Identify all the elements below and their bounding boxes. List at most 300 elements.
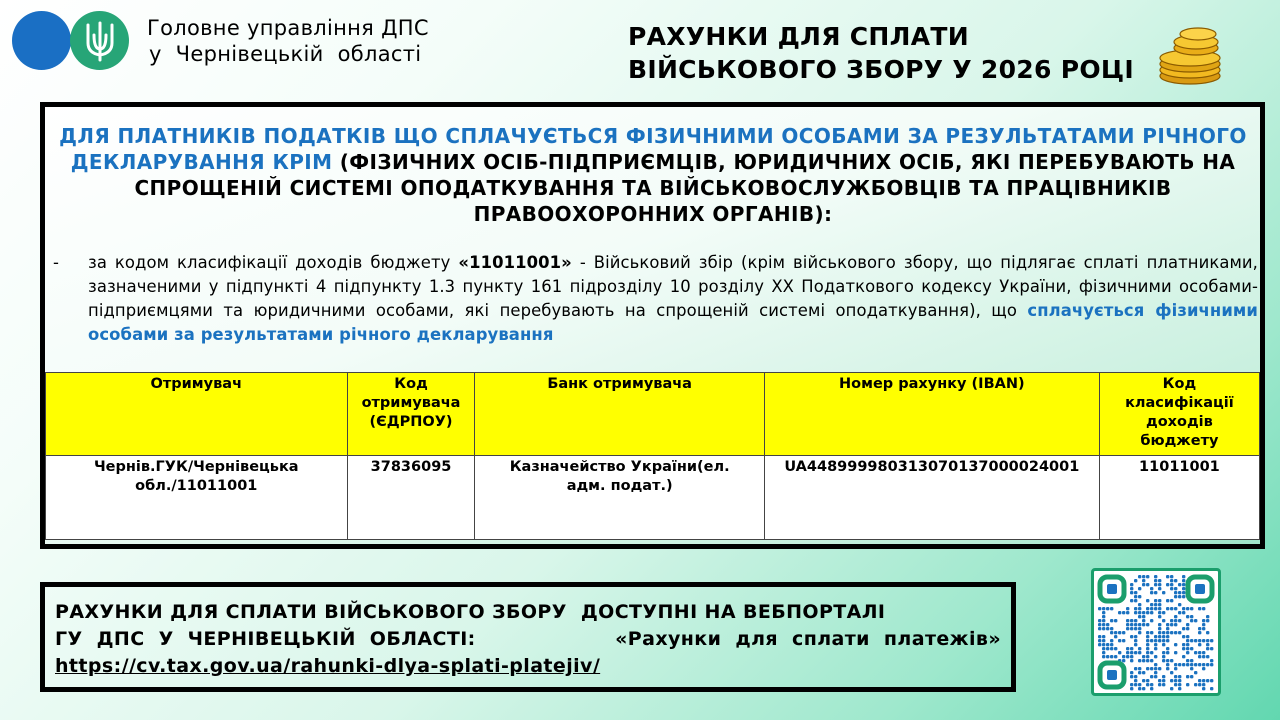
qr-module [1210, 679, 1213, 682]
qr-module [1174, 631, 1177, 634]
qr-module [1198, 663, 1201, 666]
qr-module [1126, 619, 1129, 622]
qr-module [1110, 639, 1113, 642]
qr-module [1130, 623, 1133, 626]
qr-module [1206, 619, 1209, 622]
cell-recipient: Чернів.ГУК/Чернівецька обл./11011001 [46, 456, 348, 540]
qr-module [1190, 647, 1193, 650]
qr-module [1142, 655, 1145, 658]
qr-module [1130, 619, 1133, 622]
qr-module [1122, 631, 1125, 634]
qr-module [1122, 659, 1125, 662]
qr-module [1170, 631, 1173, 634]
qr-module [1194, 663, 1197, 666]
qr-module [1158, 679, 1161, 682]
qr-module [1150, 591, 1153, 594]
qr-module [1182, 579, 1185, 582]
qr-module [1142, 615, 1145, 618]
qr-module [1182, 627, 1185, 630]
qr-module [1150, 683, 1153, 686]
qr-module [1174, 591, 1177, 594]
qr-module [1106, 627, 1109, 630]
qr-module [1142, 671, 1145, 674]
qr-module [1182, 607, 1185, 610]
qr-module [1186, 663, 1189, 666]
header-bank: Банк отримувача [475, 373, 764, 456]
qr-module [1174, 579, 1177, 582]
qr-module [1138, 587, 1141, 590]
qr-module [1186, 623, 1189, 626]
qr-module [1158, 667, 1161, 670]
qr-module [1170, 575, 1173, 578]
qr-module [1198, 631, 1201, 634]
bullet-text [88, 251, 1258, 347]
qr-module [1126, 611, 1129, 614]
qr-module [1198, 683, 1201, 686]
qr-module [1178, 591, 1181, 594]
qr-module [1190, 675, 1193, 678]
qr-module [1166, 663, 1169, 666]
qr-module [1178, 663, 1181, 666]
qr-module [1158, 631, 1161, 634]
qr-module [1206, 663, 1209, 666]
table-header-row [46, 373, 1260, 456]
qr-module [1138, 603, 1141, 606]
qr-module [1186, 675, 1189, 678]
qr-module [1146, 639, 1149, 642]
qr-module [1146, 611, 1149, 614]
qr-module [1118, 639, 1121, 642]
qr-module [1182, 655, 1185, 658]
qr-module [1110, 627, 1113, 630]
org-line-2: у Чернівецькій області [149, 42, 422, 66]
qr-module [1154, 635, 1157, 638]
qr-module [1146, 667, 1149, 670]
qr-module [1114, 647, 1117, 650]
qr-module [1174, 683, 1177, 686]
qr-module [1134, 651, 1137, 654]
qr-module [1098, 623, 1101, 626]
qr-module [1142, 679, 1145, 682]
qr-module [1166, 607, 1169, 610]
qr-module [1202, 623, 1205, 626]
qr-module [1170, 607, 1173, 610]
qr-module [1170, 579, 1173, 582]
qr-module [1182, 595, 1185, 598]
org-line-1: Головне управління ДПС [147, 16, 429, 40]
qr-module [1174, 587, 1177, 590]
qr-module [1146, 607, 1149, 610]
qr-module [1134, 679, 1137, 682]
qr-module [1098, 643, 1101, 646]
qr-module [1130, 671, 1133, 674]
qr-module [1142, 659, 1145, 662]
qr-module [1114, 655, 1117, 658]
qr-module [1186, 659, 1189, 662]
bullet-code: «11011001» [458, 253, 572, 272]
qr-module [1130, 599, 1133, 602]
qr-module [1194, 639, 1197, 642]
qr-module [1130, 687, 1133, 690]
qr-module [1178, 619, 1181, 622]
qr-module [1126, 655, 1129, 658]
qr-module [1106, 643, 1109, 646]
qr-module [1134, 643, 1137, 646]
qr-module [1178, 583, 1181, 586]
qr-module [1098, 607, 1101, 610]
qr-module [1158, 603, 1161, 606]
logo-blue-circle [12, 11, 71, 70]
qr-module [1142, 623, 1145, 626]
qr-module [1182, 583, 1185, 586]
qr-module [1118, 611, 1121, 614]
qr-module [1202, 663, 1205, 666]
qr-module [1102, 639, 1105, 642]
qr-module [1138, 607, 1141, 610]
qr-module [1194, 651, 1197, 654]
qr-module [1162, 643, 1165, 646]
qr-module [1206, 639, 1209, 642]
table-row [46, 456, 1260, 540]
qr-module [1150, 687, 1153, 690]
main-info-box [40, 102, 1265, 549]
qr-code[interactable] [1091, 568, 1221, 696]
portal-info-box [40, 582, 1016, 692]
qr-module [1174, 595, 1177, 598]
qr-module [1110, 643, 1113, 646]
qr-module [1114, 619, 1117, 622]
qr-module [1166, 651, 1169, 654]
qr-module [1194, 671, 1197, 674]
qr-module [1102, 643, 1105, 646]
qr-module [1138, 667, 1141, 670]
qr-module [1190, 607, 1193, 610]
qr-module [1198, 607, 1201, 610]
qr-module [1186, 643, 1189, 646]
qr-module [1166, 599, 1169, 602]
qr-module [1142, 611, 1145, 614]
qr-module [1138, 623, 1141, 626]
qr-module [1210, 639, 1213, 642]
qr-module [1130, 587, 1133, 590]
qr-module [1154, 607, 1157, 610]
qr-module [1178, 631, 1181, 634]
qr-module [1146, 659, 1149, 662]
qr-module [1190, 619, 1193, 622]
qr-module [1118, 631, 1121, 634]
qr-module [1158, 607, 1161, 610]
qr-module [1134, 623, 1137, 626]
qr-module [1162, 675, 1165, 678]
qr-module [1106, 655, 1109, 658]
qr-module [1158, 683, 1161, 686]
qr-module [1158, 599, 1161, 602]
qr-module [1170, 687, 1173, 690]
cell-budget-code: 11011001 [1099, 456, 1259, 540]
qr-module [1162, 619, 1165, 622]
qr-module [1206, 643, 1209, 646]
qr-module [1182, 643, 1185, 646]
qr-module [1166, 635, 1169, 638]
qr-module [1138, 651, 1141, 654]
qr-module [1138, 575, 1141, 578]
qr-module [1134, 619, 1137, 622]
qr-module [1154, 643, 1157, 646]
qr-module [1154, 675, 1157, 678]
qr-module [1158, 627, 1161, 630]
qr-module [1130, 591, 1133, 594]
qr-module [1158, 615, 1161, 618]
qr-module [1190, 667, 1193, 670]
qr-module [1142, 619, 1145, 622]
qr-module [1186, 647, 1189, 650]
qr-module [1170, 583, 1173, 586]
org-name [147, 15, 429, 67]
trident-icon [70, 11, 129, 70]
qr-module [1154, 599, 1157, 602]
qr-module [1206, 655, 1209, 658]
qr-module [1098, 627, 1101, 630]
qr-module [1134, 579, 1137, 582]
qr-module [1202, 655, 1205, 658]
qr-module [1174, 675, 1177, 678]
qr-module [1154, 655, 1157, 658]
qr-module [1130, 659, 1133, 662]
qr-module [1174, 643, 1177, 646]
heading-black-part: (ФІЗИЧНИХ ОСІБ-ПІДПРИЄМЦІВ, ЮРИДИЧНИХ ОСІБ, ЯКІ ПЕРЕБУВАЮТЬ НА СПРОЩЕНІЙ СИСТЕМІ ОПОДАТКУВАННЯ ТА ВІЙСЬКОВОСЛУЖБОВЦІВ ТА ПРАЦІВНИКІВ ПРАВООХОРОННИХ ОРГАНІВ): [134, 150, 1236, 226]
qr-module [1118, 651, 1121, 654]
qr-module [1102, 655, 1105, 658]
qr-module [1206, 647, 1209, 650]
portal-link[interactable]: https://cv.tax.gov.ua/rahunki-dlya-splati-platejiv/ [55, 655, 601, 677]
qr-module [1154, 639, 1157, 642]
qr-module [1150, 675, 1153, 678]
qr-module [1166, 659, 1169, 662]
qr-module [1134, 607, 1137, 610]
qr-module [1150, 667, 1153, 670]
qr-module [1202, 683, 1205, 686]
qr-module [1178, 675, 1181, 678]
cell-iban[interactable]: UA448999980313070137000024001 [764, 456, 1099, 540]
payers-heading [53, 123, 1253, 227]
qr-module [1162, 631, 1165, 634]
qr-module [1134, 683, 1137, 686]
qr-module [1106, 607, 1109, 610]
bullet-prefix: за кодом класифікації доходів бюджету [88, 253, 459, 272]
qr-module [1202, 667, 1205, 670]
qr-module [1126, 607, 1129, 610]
qr-module [1158, 635, 1161, 638]
qr-module [1146, 575, 1149, 578]
qr-module [1114, 631, 1117, 634]
qr-module [1146, 655, 1149, 658]
qr-module [1190, 663, 1193, 666]
title-line-2: ВІЙСЬКОВОГО ЗБОРУ У 2026 РОЦІ [628, 55, 1134, 84]
qr-module [1206, 679, 1209, 682]
qr-module [1102, 615, 1105, 618]
qr-module [1098, 635, 1101, 638]
qr-module [1146, 643, 1149, 646]
qr-module [1182, 663, 1185, 666]
qr-module [1150, 631, 1153, 634]
qr-module [1162, 611, 1165, 614]
qr-module [1110, 607, 1113, 610]
qr-module [1186, 651, 1189, 654]
qr-module [1122, 639, 1125, 642]
qr-module [1206, 615, 1209, 618]
qr-module [1158, 623, 1161, 626]
qr-module [1202, 687, 1205, 690]
qr-module [1202, 607, 1205, 610]
qr-module [1154, 647, 1157, 650]
qr-module [1186, 683, 1189, 686]
accounts-table [45, 372, 1260, 540]
qr-module [1170, 623, 1173, 626]
qr-module [1138, 595, 1141, 598]
qr-module [1198, 679, 1201, 682]
qr-module [1174, 667, 1177, 670]
qr-module [1162, 659, 1165, 662]
qr-module [1138, 631, 1141, 634]
qr-module [1174, 623, 1177, 626]
qr-module [1134, 639, 1137, 642]
qr-module [1146, 683, 1149, 686]
qr-module [1170, 659, 1173, 662]
heading-blue-part: ДЛЯ ПЛАТНИКІВ ПОДАТКІВ ЩО СПЛАЧУЄТЬСЯ ФІЗИЧНИМИ ОСОБАМИ ЗА РЕЗУЛЬТАТАМИ РІЧНОГО ДЕКЛАРУВАННЯ КРІМ [59, 124, 1247, 174]
qr-module [1142, 687, 1145, 690]
qr-module [1190, 615, 1193, 618]
qr-module [1186, 627, 1189, 630]
qr-module [1166, 631, 1169, 634]
header-recipient-code: Код отримувача (ЄДРПОУ) [347, 373, 475, 456]
portal-line-2 [55, 626, 1001, 653]
qr-module [1178, 687, 1181, 690]
qr-module [1134, 595, 1137, 598]
qr-module [1134, 667, 1137, 670]
qr-module [1110, 619, 1113, 622]
budget-code-bullet [53, 251, 1258, 347]
qr-module [1170, 679, 1173, 682]
qr-module [1150, 587, 1153, 590]
qr-module [1198, 639, 1201, 642]
qr-module [1186, 607, 1189, 610]
bullet-middle: - Військовий збір (крім військового збору, що підлягає сплаті платниками, зазначеними у підпункті 4 підпункту 1.3 пункту 161 підрозділу 10 розділу XX Податкового кодексу України, фізичними особами-підприємцями та юридичними особами, які перебувають на спрощеній системі оподаткування), що [88, 253, 1258, 320]
qr-module [1162, 651, 1165, 654]
qr-module [1154, 667, 1157, 670]
qr-module [1178, 679, 1181, 682]
qr-module [1150, 639, 1153, 642]
qr-module [1154, 671, 1157, 674]
qr-module [1150, 611, 1153, 614]
qr-module [1198, 643, 1201, 646]
qr-module [1146, 623, 1149, 626]
qr-module [1106, 623, 1109, 626]
qr-module [1162, 655, 1165, 658]
qr-module [1210, 663, 1213, 666]
qr-module [1134, 611, 1137, 614]
qr-module [1166, 623, 1169, 626]
qr-module [1154, 575, 1157, 578]
qr-module [1102, 611, 1105, 614]
header-recipient: Отримувач [46, 373, 348, 456]
qr-module [1182, 587, 1185, 590]
qr-module [1158, 587, 1161, 590]
qr-module [1098, 639, 1101, 642]
portal-line-1: РАХУНКИ ДЛЯ СПЛАТИ ВІЙСЬКОВОГО ЗБОРУ ДОСТУПНІ НА ВЕБПОРТАЛІ [55, 601, 886, 623]
qr-module [1134, 591, 1137, 594]
qr-module [1210, 687, 1213, 690]
qr-module [1138, 647, 1141, 650]
qr-module [1202, 651, 1205, 654]
qr-module [1150, 651, 1153, 654]
qr-module [1146, 651, 1149, 654]
qr-module [1110, 655, 1113, 658]
qr-module [1178, 603, 1181, 606]
qr-module [1138, 615, 1141, 618]
qr-module [1126, 647, 1129, 650]
qr-module [1150, 659, 1153, 662]
qr-module [1166, 647, 1169, 650]
qr-module [1178, 595, 1181, 598]
qr-module [1158, 579, 1161, 582]
qr-module [1198, 651, 1201, 654]
qr-module [1150, 607, 1153, 610]
qr-module [1198, 627, 1201, 630]
qr-module [1150, 603, 1153, 606]
qr-module [1154, 603, 1157, 606]
qr-module [1186, 615, 1189, 618]
qr-module [1098, 619, 1101, 622]
qr-module [1102, 647, 1105, 650]
qr-module [1166, 639, 1169, 642]
cell-bank: Казначейство України(ел. адм. подат.) [475, 456, 764, 540]
qr-module [1146, 599, 1149, 602]
qr-module [1142, 575, 1145, 578]
qr-module [1166, 667, 1169, 670]
qr-module [1130, 655, 1133, 658]
qr-module [1182, 647, 1185, 650]
qr-module [1162, 679, 1165, 682]
qr-module [1154, 663, 1157, 666]
qr-module [1110, 647, 1113, 650]
qr-module [1178, 611, 1181, 614]
title-line-1: РАХУНКИ ДЛЯ СПЛАТИ [628, 22, 969, 51]
qr-module [1122, 655, 1125, 658]
qr-module [1178, 683, 1181, 686]
qr-module [1146, 647, 1149, 650]
qr-module [1202, 639, 1205, 642]
qr-module [1202, 619, 1205, 622]
cell-recipient-code: 37836095 [347, 456, 475, 540]
qr-module [1182, 611, 1185, 614]
qr-module [1158, 611, 1161, 614]
qr-module [1130, 683, 1133, 686]
qr-module [1102, 635, 1105, 638]
qr-module [1130, 651, 1133, 654]
qr-module [1182, 591, 1185, 594]
qr-module [1154, 579, 1157, 582]
qr-module [1102, 607, 1105, 610]
qr-module [1142, 579, 1145, 582]
header-budget-code: Код класифікації доходів бюджету [1099, 373, 1259, 456]
qr-module [1182, 575, 1185, 578]
qr-module [1110, 631, 1113, 634]
qr-module [1210, 647, 1213, 650]
qr-module [1154, 583, 1157, 586]
qr-module [1102, 623, 1105, 626]
qr-module [1170, 671, 1173, 674]
qr-module [1126, 651, 1129, 654]
